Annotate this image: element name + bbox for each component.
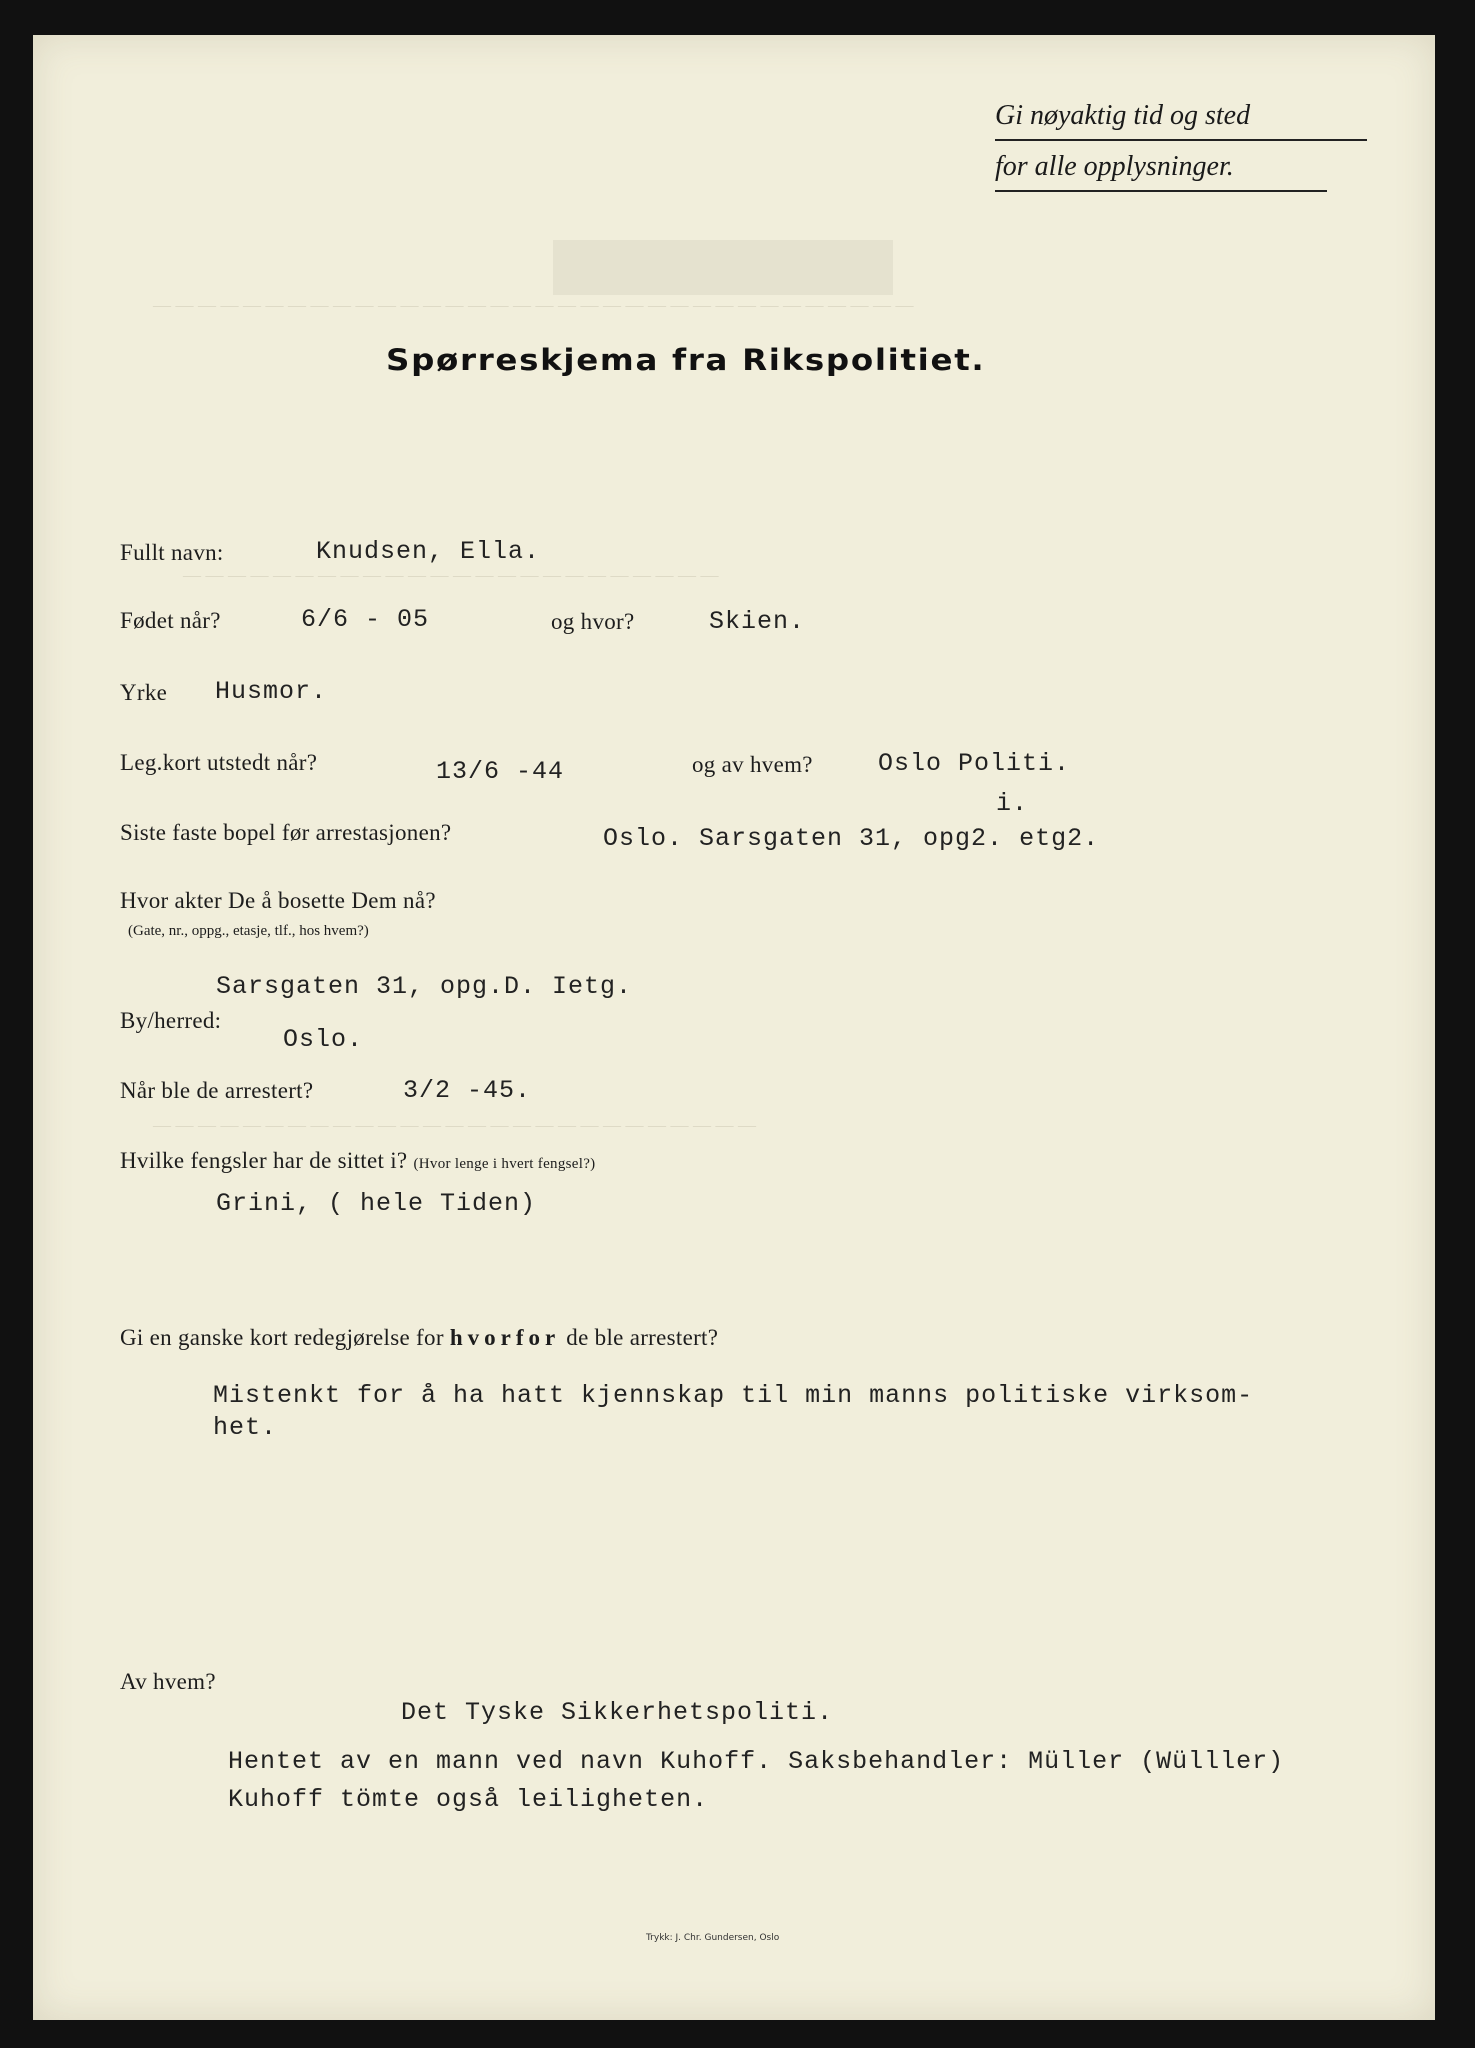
last-address-label: Siste faste bopel før arrestasjonen? [120,820,452,845]
last-address-correction: i. [996,789,1029,818]
born-when-label: Fødet når? [120,608,221,633]
prisons-hint: (Hvor lenge i hvert fengsel?) [413,1156,596,1172]
document-page [33,35,1435,2020]
reason-label [120,1325,718,1351]
arrested-when-label: Når ble de arrestert? [120,1078,314,1103]
notice-line-1: Gi nøyaktig tid og sted [995,100,1251,131]
form-title: Spørreskjema fra Rikspolitiet. [386,343,986,377]
settle-where-label: Hvor akter De å bosette Dem nå? [120,888,436,913]
id-issued-when-value: 13/6 -44 [436,757,565,786]
id-issued-by-value: Oslo Politi. [878,749,1071,778]
born-when-value: 6/6 - 05 [301,605,430,634]
full-name-label: Fullt navn: [120,540,224,565]
id-issued-by-label: og av hvem? [692,752,813,777]
occupation-value: Husmor. [215,677,328,706]
born-where-value: Skien. [709,607,806,636]
by-whom-label: Av hvem? [120,1669,216,1694]
reason-label-pre: Gi en ganske kort redegjørelse for [120,1325,444,1350]
prisons-label [120,1148,595,1174]
occupation-label: Yrke [120,680,168,705]
prisons-value: Grini, ( hele Tiden) [216,1189,537,1218]
settle-where-value: Sarsgaten 31, opg.D. Ietg. [216,972,633,1001]
last-address-value: Oslo. Sarsgaten 31, opg2. etg2. [603,824,1100,853]
born-where-label: og hvor? [551,609,635,634]
notice-line-2: for alle opplysninger. [995,151,1234,182]
bleed-through-text: — — — — — — — — — — — — — — — — — — — — — — — — — — — [153,1115,756,1135]
by-whom-line-1: Det Tyske Sikkerhetspoliti. [401,1698,834,1727]
settle-where-hint: (Gate, nr., oppg., etasje, tlf., hos hvem?) [128,923,369,939]
notice-underline-2 [995,190,1327,192]
notice-underline-1 [995,139,1367,141]
bleed-through-block [553,240,893,295]
arrested-when-value: 3/2 -45. [403,1076,532,1105]
municipality-value: Oslo. [283,1025,364,1054]
reason-label-emph: hvorfor [449,1325,561,1350]
reason-line-2: het. [213,1413,278,1442]
reason-label-post: de ble arrestert? [566,1325,719,1350]
id-issued-when-label: Leg.kort utstedt når? [120,750,318,775]
printer-imprint: Trykk: J. Chr. Gundersen, Oslo [646,1933,780,1943]
full-name-value: Knudsen, Ella. [316,537,541,566]
by-whom-line-3: Kuhoff tömte også leiligheten. [228,1785,709,1814]
municipality-label: By/herred: [120,1008,222,1033]
prisons-label-text: Hvilke fengsler har de sittet i? [120,1148,408,1173]
bleed-through-text: — — — — — — — — — — — — — — — — — — — — — — — — — — — — — — — — — — [153,295,914,315]
bleed-through-text: — — — — — — — — — — — — — — — — — — — — — — — — [183,565,719,585]
by-whom-line-2: Hentet av en mann ved navn Kuhoff. Saksbehandler: Müller (Wülller) [228,1747,1285,1776]
reason-line-1: Mistenkt for å ha hatt kjennskap til min manns politiske virksom- [213,1381,1254,1410]
